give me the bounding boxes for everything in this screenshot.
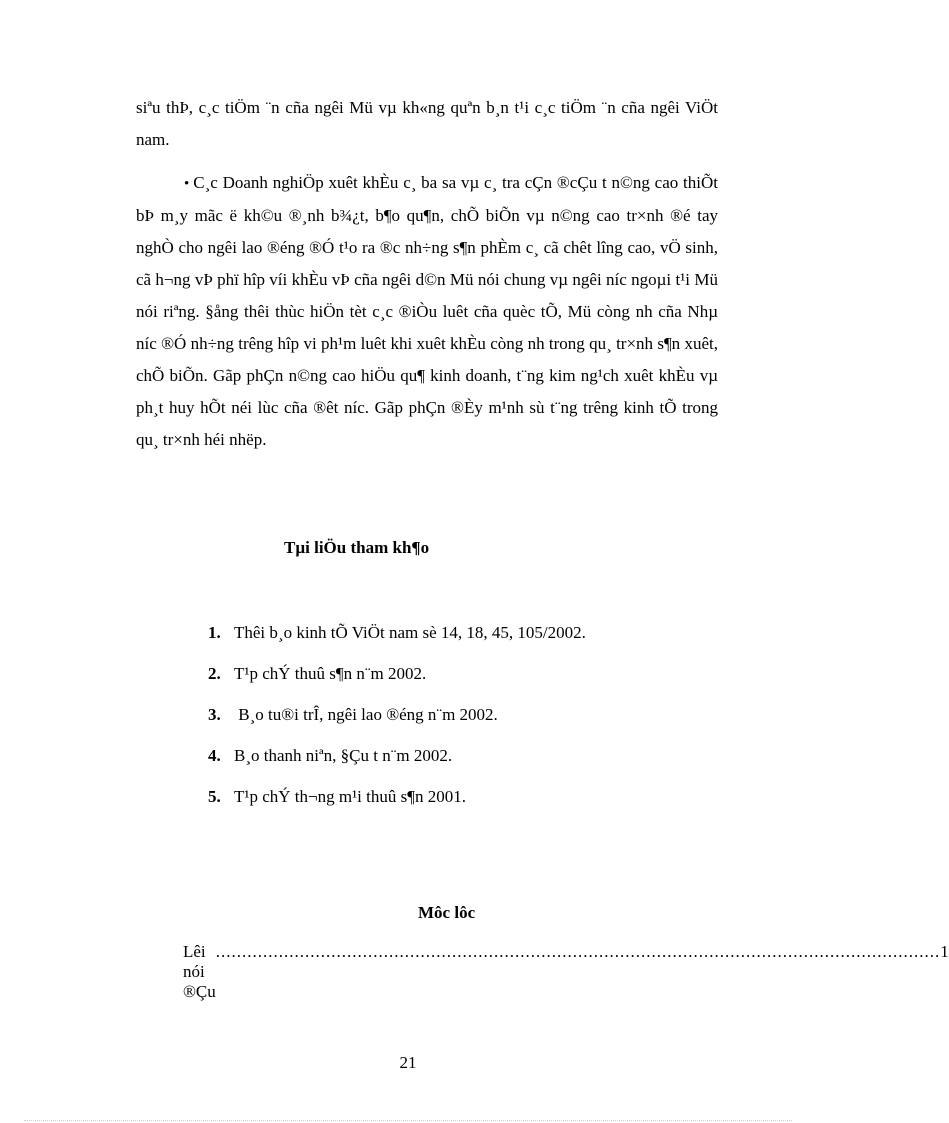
- references-list: [208, 620, 586, 825]
- reference-number: 2.: [208, 664, 221, 683]
- reference-number: 4.: [208, 746, 221, 765]
- toc-title: Môc lôc: [418, 903, 476, 922]
- bullet-icon: •: [184, 176, 190, 192]
- toc-entry-label: Lêi nói ®Çu: [183, 942, 216, 1001]
- body-paragraph-2: [136, 167, 718, 456]
- page-bottom-divider: [24, 1120, 792, 1121]
- reference-text: T¹p chÝ th¬ng m¹i thuû s¶n 2001.: [234, 787, 466, 806]
- reference-number: 5.: [208, 787, 221, 806]
- reference-item: [208, 620, 586, 661]
- reference-text: B¸o thanh niªn, §Çu t n¨m 2002.: [234, 746, 453, 765]
- reference-text: T¹p chÝ thuû s¶n n¨m 2002.: [234, 664, 427, 683]
- reference-number: 3.: [208, 705, 221, 724]
- reference-item: [208, 743, 586, 784]
- toc-entry-page: 1: [940, 942, 949, 961]
- reference-item: [208, 702, 586, 743]
- reference-number: 1.: [208, 623, 221, 642]
- paragraph-2-text: C¸c Doanh nghiÖp xuêt khÈu c¸ ba sa vµ c¸ tra cÇn ®cÇu t n©ng cao thiÕt bÞ m¸y mãc ë kh©u ®¸nh b¾¿t, b¶o qu¶n, chÕ biÕn vµ n©ng cao tr×nh ®é tay nghÒ cho ngêi lao ®éng ®Ó t¹o ra ®c nh÷ng s¶n phÈm c¸ cã chêt lîng cao, vÖ sinh, cã h¬ng vÞ phï hîp víi khÈu vÞ cña ngêi d©n Mü nói chung vµ ngêi níc ngoµi t¹i Mü nói riªng. §ång thêi thùc hiÖn tèt c¸c ®iÒu luêt cña quèc tÕ, Mü còng nh cña Nhµ níc ®Ó nh÷ng trêng hîp vi ph¹m luêt khi xuêt khÈu còng nh trong qu¸ tr×nh s¶n xuêt, chÕ biÕn. Gãp phÇn n©ng cao hiÖu qu¶ kinh doanh, t¨ng kim ng¹ch xuêt khÈu vµ ph¸t huy hÕt néi lùc cña ®êt níc. Gãp phÇn ®Èy m¹nh sù t¨ng trêng kinh tÕ trong qu¸ tr×nh héi nhëp.: [136, 173, 718, 449]
- reference-item: [208, 661, 586, 702]
- references-title: Tµi liÖu tham kh¶o: [284, 538, 430, 557]
- toc-entry[interactable]: [183, 942, 949, 1002]
- reference-item: [208, 784, 586, 825]
- toc-leader-dots: ..........................................................................................................................................: [215, 942, 941, 961]
- reference-text: Thêi b¸o kinh tÕ ViÖt nam sè 14, 18, 45, 105/2002.: [234, 623, 586, 642]
- page-number: 21: [399, 1053, 417, 1072]
- body-paragraph-1: siªu thÞ, c¸c tiÖm ¨n cña ngêi Mü vµ kh«ng quªn b¸n t¹i c¸c tiÖm ¨n cña ngêi ViÖt nam.: [136, 98, 718, 149]
- reference-text: B¸o tu®i trÎ, ngêi lao ®éng n¨m 2002.: [234, 705, 498, 724]
